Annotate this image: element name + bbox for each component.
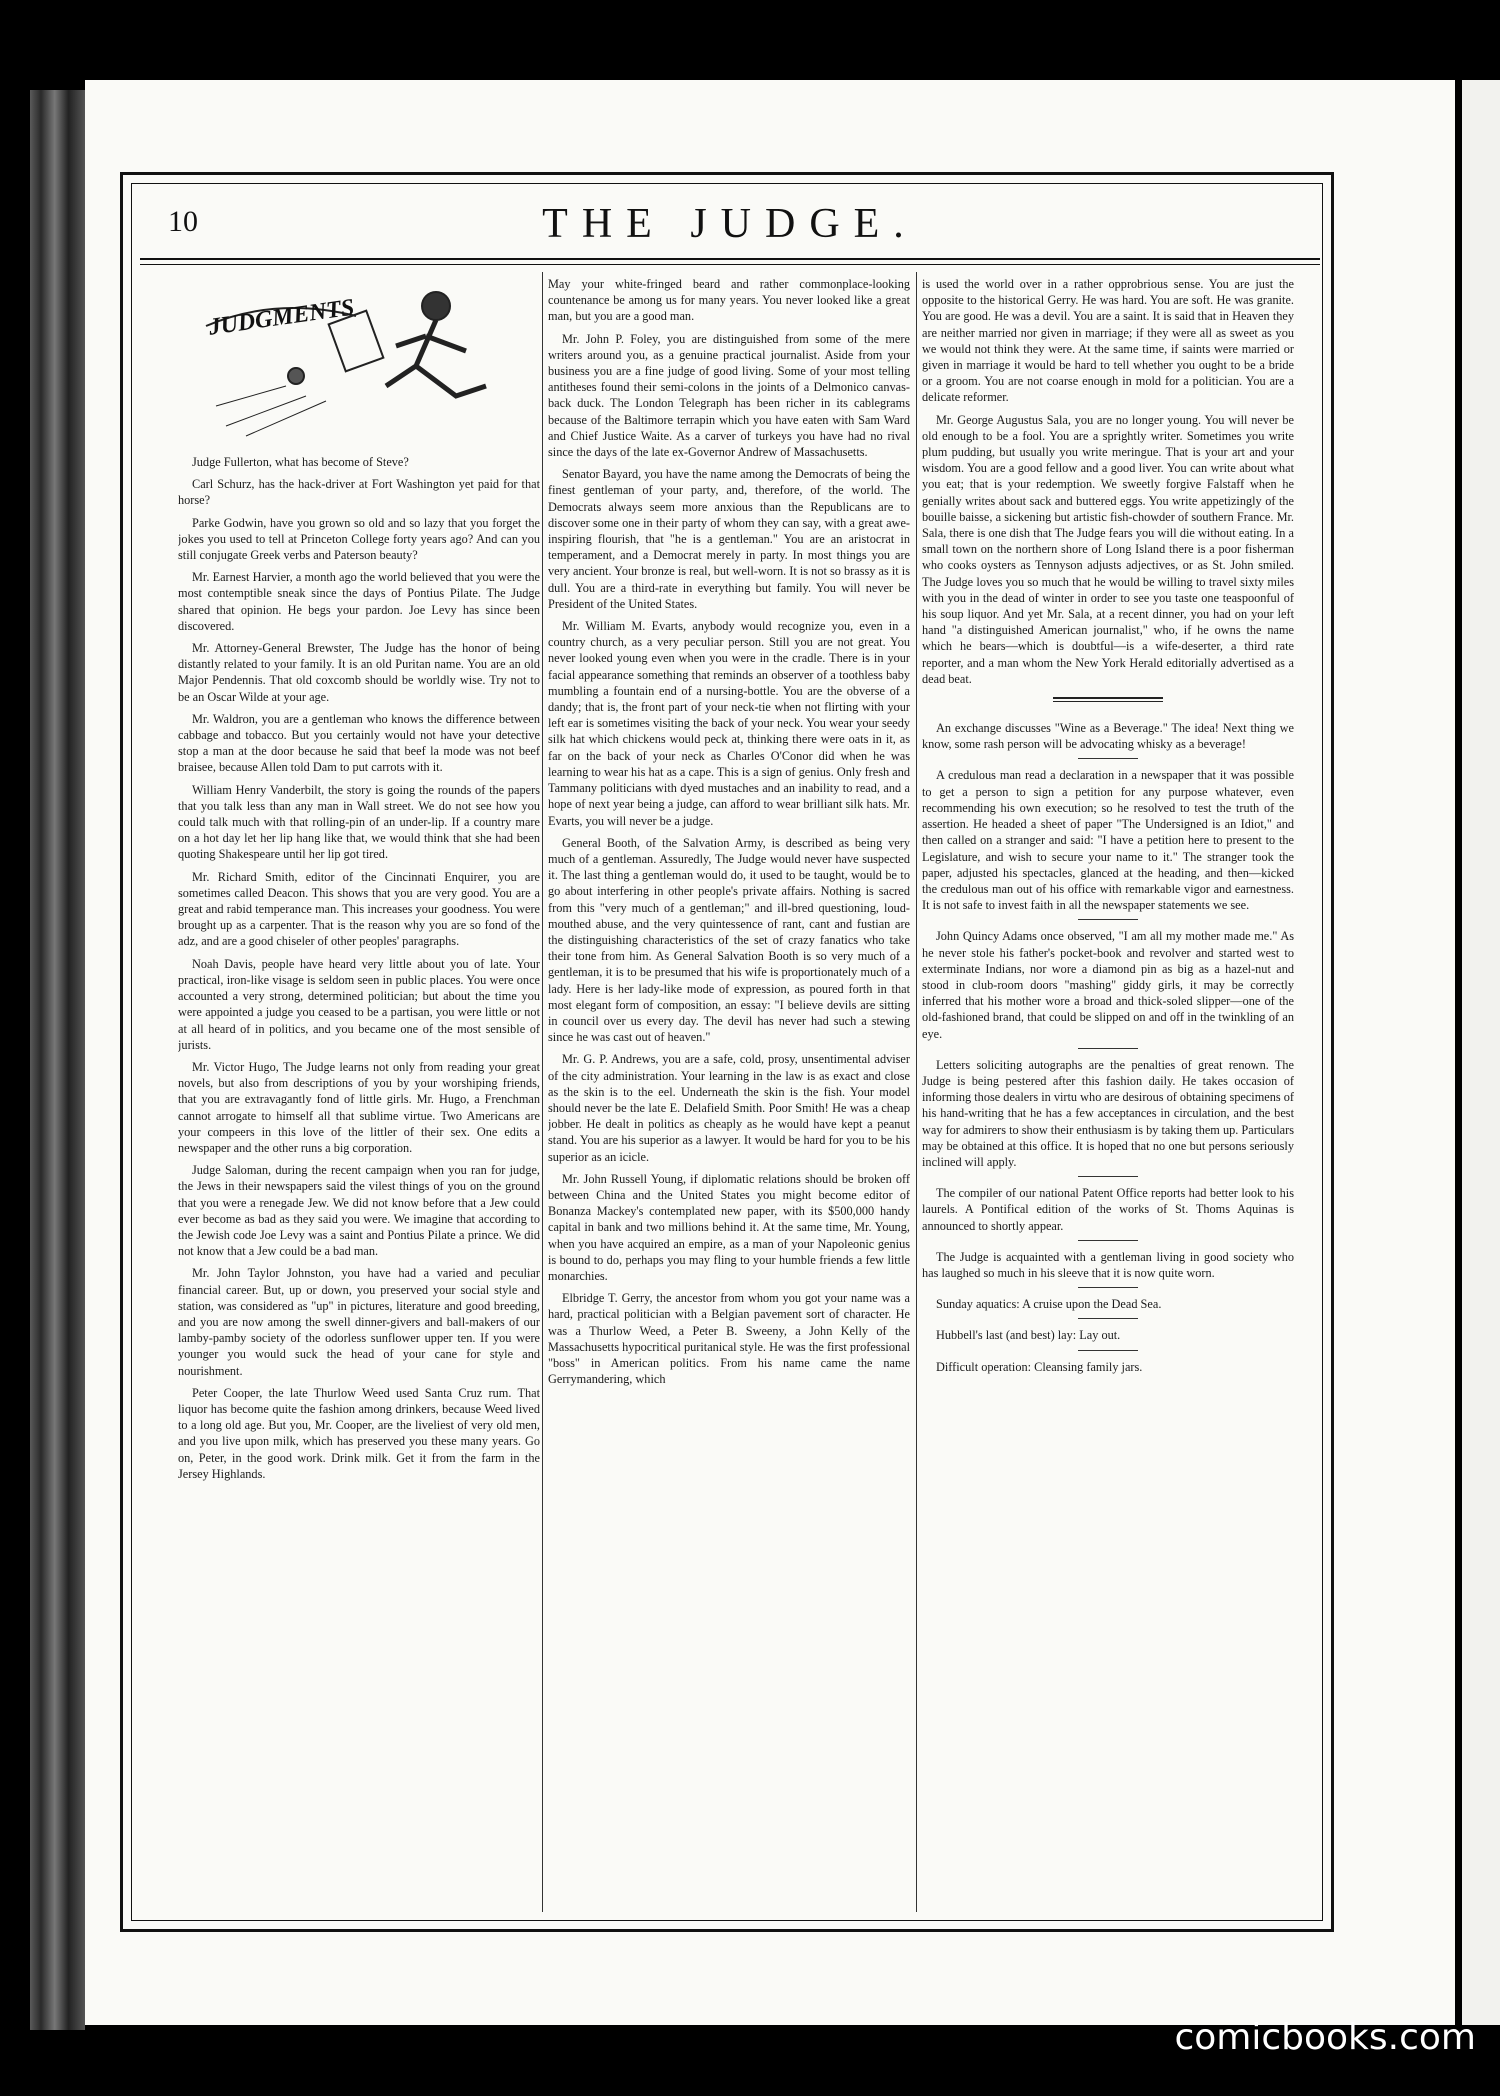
short-rule <box>1078 1350 1138 1351</box>
paragraph: Mr. Waldron, you are a gentleman who knows the difference between cabbage and tobacco. But you certainly would not have your detective stop a man at the door because he said that beef la mode was not beef braisee, because Allen told Dam to put carrots with it. <box>178 711 540 775</box>
paragraph: Sunday aquatics: A cruise upon the Dead Sea. <box>936 1297 1162 1312</box>
paragraph: Judge Fullerton, what has become of Steve? <box>192 455 409 469</box>
judgments-banner-text: JUDGMENTS <box>207 294 356 341</box>
judgments-illustration <box>186 276 516 446</box>
short-rule <box>1078 1287 1138 1288</box>
paragraph: Noah Davis, people have heard very little about you of late. Your practical, iron-like visage is seldom seen in public places. You were once accounted a very strong, determined politician; but about the time you were appointed a judge you ceased to be a partisan, you were little or not at all heard of in politics, and you became one of the most sensible of jurists. <box>178 956 540 1052</box>
book-binding <box>30 90 85 2030</box>
short-rule <box>1078 1176 1138 1177</box>
paragraph: Mr. George Augustus Sala, you are no longer young. You will never be old enough to be a fool. You are a sprightly writer. Sometimes you write plum pudding, but usually you write meringue. That is your art and your wisdom. You are a good fellow and a good liver. You can write about what you eat; that is your redemption. We sweetly forgive Falstaff when he genially writes about sack and buttered eggs. You write appetizingly of the bouille baisse, a sickening but artistic fish-chowder of southern France. Mr. Sala, there is one dish that The Judge fears you will die without eating. In a small town on the northern shore of Long Island there is a poor fisherman who cooks oysters as Tennyson adjusts adjectives, or as St. John smiled. The Judge loves you so much that he would be willing to travel sixty miles with you in the dead of winter in order to see you taste one teaspoonful of his soup liquor. And yet Mr. Sala, at a recent dinner, you had on your left hand "a distinguished American journalist," who, if he owns the name which he bears—which is doubtful—is a wife-deserter, a third rate reporter, and a man whom the New York Herald editorially advertised as a dead beat. <box>922 412 1294 686</box>
paragraph: Mr. John P. Foley, you are distinguished from some of the mere writers around you, as a genuine practical journalist. Aside from your business you are a fine judge of good living. Some of your most telling antitheses found their semi-colons in the joints of a Delmonico canvas-back duck. The London Telegraph has been richer in its cablegrams because of the Baltimore terrapin which you have eaten with Sam Ward and Chief Justice Waite. As a carver of turkeys you have had no rival since the days of the late ex-Governor Andrew of Massachusetts. <box>548 331 910 460</box>
column-divider <box>542 272 543 1912</box>
paragraph: May your white-fringed beard and rather commonplace-looking countenance be among us for many years. You never looked like a great man, but you are a good man. <box>548 277 910 324</box>
paragraph: A credulous man read a declaration in a newspaper that it was possible to get a person to sign a petition for any purpose whatever, even recommending his own execution; so he resolved to test the truth of the assertion. He headed a sheet of paper "The Undersigned is an Idiot," and then called on a stranger and said: "I have a petition here to present to the Legislature, and wish to secure your name to it." The stranger took the paper, adjusted his spectacles, glanced at the heading, and then—kicked the credulous man out of his office with remarkable vigor and earnestness. It is not safe to invest faith in all the newspaper statements we see. <box>922 768 1294 913</box>
paragraph: Mr. John Russell Young, if diplomatic relations should be broken off between China and the United States you might become editor of Bonanza Mackey's contemplated new paper, with its $500,000 handy capital in bank and two millions behind it. At the same time, Mr. Young, when you have acquired an empire, as a man of your Napoleonic genius is bound to do, perhaps you may fling to your humble friends a few little monarchies. <box>548 1171 910 1283</box>
paragraph: Hubbell's last (and best) lay: Lay out. <box>936 1328 1121 1343</box>
adjacent-page-edge <box>1462 80 1500 2025</box>
paragraph: Judge Saloman, during the recent campaign when you ran for judge, the Jews in their newspapers said the vilest things of you on the ground that you were a renegade Jew. We did not know before that a Jew could ever become as bad as they said you were. We imagine that according to the Jewish code Joe Levy was a saint and Pontius Pilate a prince. We did not know that a Jew could be a bad man. <box>178 1163 540 1259</box>
paragraph: Mr. Earnest Harvier, a month ago the world believed that you were the most contemptible sneak since the days of Pontius Pilate. The Judge shared that opinion. He begs your pardon. Joe Levy has since been discovered. <box>178 570 540 633</box>
column-1 <box>178 276 540 1916</box>
paragraph: Elbridge T. Gerry, the ancestor from whom you got your name was a hard, practical politician with a Belgian pavement sort of character. He was a Thurlow Weed, a Peter B. Sweeny, a John Kelly of the Massachusetts hypocritical puritanical style. He was the first professional "boss" in American politics. From his name came the name Gerrymandering, which <box>548 1291 910 1387</box>
short-rule <box>1078 919 1138 920</box>
paragraph: Parke Godwin, have you grown so old and so lazy that you forget the jokes you used to tell at Princeton College forty years ago? And can you still conjugate Greek verbs and Paterson beauty? <box>178 515 540 563</box>
paragraph: Difficult operation: Cleansing family jars. <box>936 1359 1143 1374</box>
short-rule <box>1078 1318 1138 1319</box>
paragraph: Mr. William M. Evarts, anybody would recognize you, even in a country church, as a very peculiar person. Still you are not great. You never looked young even when you were in the cradle. There is in your facial appearance something that reminds an observer of a toothless baby mumbling a fountain end of a nursing-bottle. You are the obverse of a dandy; that is, the front part of your neck-tie when not flirting with your left ear is sometimes visiting the back of your neck. You wear your seedy silk hat which chickens would peck at, thinking there were oats in it, as far on the back of your neck as Charles O'Conor did when he was learning to wear his hat as a cape. This is a sign of genius. Only fresh and Tammany politicians with dyed mustaches and an inability to read, and a hope of next year being a judge, can afford to wear brilliant silk hats. Mr. Evarts, you will never be a judge. <box>548 619 910 828</box>
paragraph: Senator Bayard, you have the name among the Democrats of being the finest gentleman of your party, and, therefore, of the world. The Democrats always seem more anxious than the Republicans are to discover some one in their party of whom they can say, with a great awe-inspiring flourish, that "he is a gentleman." You are an aristocrat in temperament, and a Democrat merely in party. In most things you are very ancient. Your bronze is real, but well-worn. It is not so brassy as it is dull. You are a third-rate in everything but family. You will never be President of the United States. <box>548 467 910 611</box>
masthead-title: THE JUDGE. <box>542 201 918 247</box>
watermark-text: comicbooks.com <box>1174 2017 1476 2058</box>
paragraph: John Quincy Adams once observed, "I am all my mother made me." As he never stole his father's pocket-book and revolver and started west to exterminate Indians, nor wore a diamond pin as big as a hazel-nut and stood in club-room doors "mashing" giddy girls, it may be correctly inferred that his mother wore a broad and thick-soled slipper—one of the old-fashioned brand, that could be slipped on and off in the twinkling of an eye. <box>922 929 1294 1041</box>
short-rule <box>1078 758 1138 759</box>
masthead-rule-thin <box>140 264 1320 265</box>
short-rule <box>1078 1048 1138 1049</box>
paragraph: The Judge is acquainted with a gentleman living in good society who has laughed so much in his sleeve that it is now quite worn. <box>922 1249 1294 1280</box>
paragraph: Mr. Attorney-General Brewster, The Judge has the honor of being distantly related to your family. It is an old Puritan name. You are an old Major Pendennis. That old coxcomb should be worldly wise. Try not to be an Oscar Wilde at your age. <box>178 641 540 704</box>
paragraph: General Booth, of the Salvation Army, is described as being very much of a gentleman. Assuredly, The Judge would never have suspected it. The last thing a gentleman would do, it used to be taught, would be to go about interfering in other people's private affairs. Nothing is sacred from this "very much of a gentleman;" and ill-bred questioning, loud-mouthed abuse, and the very quintessence of rant, cant and fustian are the distinguishing characteristics of the set of crazy fanatics who take their tone from him. As General Salvation Booth is so very much of a gentleman, it is to be presumed that his wife is proportionately much of a lady. Here is her lady-like mode of expression, as poured forth in that most elegant form of composition, an essay: "I believe devils are sitting in council over us every day. The devil has never had such a stewing since he was cast out of heaven." <box>548 835 910 1045</box>
paragraph: An exchange discusses "Wine as a Beverage." The idea! Next thing we know, some rash person will be advocating whisky as a beverage! <box>922 721 1294 752</box>
paragraph: Mr. G. P. Andrews, you are a safe, cold, prosy, unsentimental adviser of the city administration. Your learning in the law is as exact and close as the skin is to the eel. Underneath the skin is the fish. Your model should never be the late E. Delafield Smith. Poor Smith! He was a cheap jobber. He dealt in politics as cheaply as he would have kept a peanut stand. You are his superior as a lawyer. It would be hard for you to be his superior as an icicle. <box>548 1052 910 1164</box>
paragraph: Mr. Richard Smith, editor of the Cincinnati Enquirer, you are sometimes called Deacon. This shows that you are very good. You are a great and rabid temperance man. This increases your goodness. You were brought up as a carpenter. That is the reason why you are so fond of the adz, and are a good chiseler of other peoples' paragraphs. <box>178 869 540 949</box>
short-rule <box>1078 1240 1138 1241</box>
paragraph: is used the world over in a rather opprobrious sense. You are just the opposite to the historical Gerry. He was hard. You are soft. He was granite. You are good. He was a devil. You are a saint. It is said that in Heaven they are neither married nor given in marriage; if they were all as sweet as you we would not think they were. At the same time, if saints were married or given in marriage it would be hard to tell whether you ought to be a bride or a groom. You are not coarse enough in mold for a politician. You are a delicate reformer. <box>922 277 1294 405</box>
masthead-rule <box>140 258 1320 260</box>
column-3 <box>922 276 1294 1916</box>
column-divider <box>916 272 917 1912</box>
paragraph: Mr. John Taylor Johnston, you have had a varied and peculiar financial career. But, up or down, you preserved your social style and station, was considered as "up" in pictures, literature and good breeding, and you are now among the swell dinner-givers and ball-makers of our lamby-pamby society of the odorless sunflower upper ten. If you were younger you would suck the head of your cane for style and nourishment. <box>178 1266 540 1378</box>
paragraph: Peter Cooper, the late Thurlow Weed used Santa Cruz rum. That liquor has become quite the fashion among drinkers, because Weed lived to a long old age. But you, Mr. Cooper, are the liveliest of very old men, and you live upon milk, which has preserved you these many years. Go on, Peter, in the good work. Drink milk. Get it from the farm in the Jersey Highlands. <box>178 1385 540 1481</box>
paragraph: The compiler of our national Patent Office reports had better look to his laurels. A Pontifical edition of the works of St. Thoms Aquinas is announced to shortly appear. <box>922 1186 1294 1233</box>
column-2 <box>548 276 910 1916</box>
section-separator <box>1053 697 1163 702</box>
paragraph: Carl Schurz, has the hack-driver at Fort Washington yet paid for that horse? <box>178 477 540 508</box>
paragraph: William Henry Vanderbilt, the story is going the rounds of the papers that you talk less than any man in Wall street. We do not see how you could talk much with that rolling-pin of an under-lip. If a country mare on a hot day let her lip hang like that, we would think that she had been quoting Shakespeare until her lip got tired. <box>178 782 540 862</box>
page-number: 10 <box>168 205 198 238</box>
paragraph: Letters soliciting autographs are the penalties of great renown. The Judge is being pestered after this fashion daily. He takes occasion of informing those dealers in virtu who are desirous of obtaining specimens of his hand-writing that he has a few acceptances in circulation, and the best way for admirers to show their enthusiasm is by taking them up. Particulars may be obtained at this office. It is hoped that no one but persons seriously inclined will apply. <box>922 1057 1294 1169</box>
paragraph: Mr. Victor Hugo, The Judge learns not only from reading your great novels, but also from descriptions of you by your worshiping friends, that you are extravagantly fond of little girls. Mr. Hugo, a Frenchman cannot arrogate to himself all that sublime virtue. Two Americans are your compeers in this love of the littler of their sex. One edits a newspaper and the other runs a big corporation. <box>178 1059 540 1155</box>
